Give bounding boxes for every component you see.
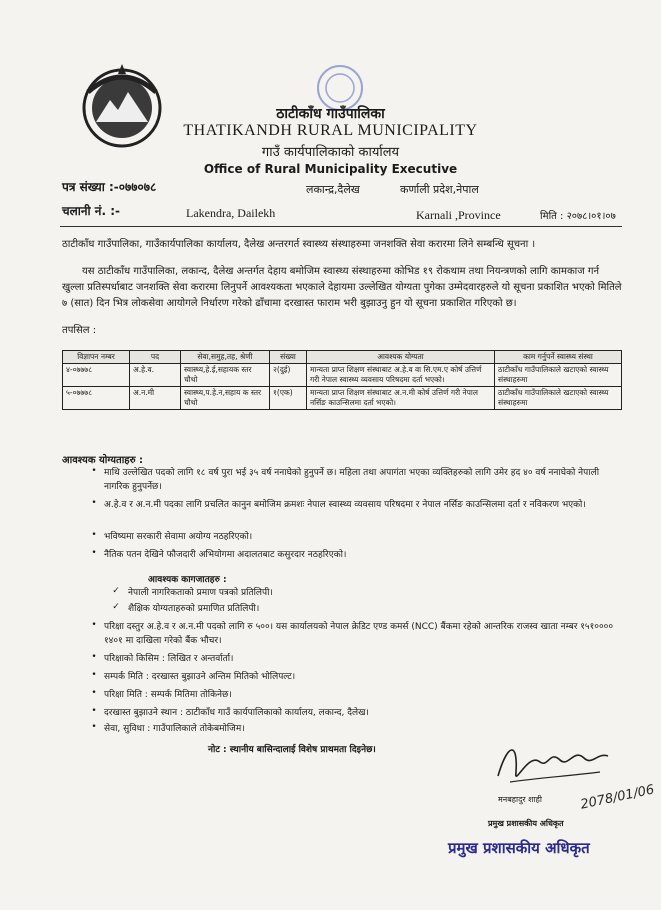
officer-name: मनबहादुर शाही bbox=[498, 795, 543, 804]
list-item: सेवा, सुविधा : गाउँपालिकाले तोकेबमोजिम। bbox=[104, 724, 245, 734]
municipality-name-nepali: ठाटीकाँध गाउँपालिका bbox=[276, 106, 385, 122]
table-cell: ५-०७७७८ bbox=[63, 387, 130, 410]
province-english: Karnali ,Province bbox=[416, 208, 501, 222]
details-label: तपसिल : bbox=[62, 325, 97, 336]
table-cell: ४-०७७७८ bbox=[63, 364, 130, 387]
table-header-row bbox=[63, 351, 622, 364]
list-item: शैक्षिक योग्यताहरुको प्रमाणित प्रतिलिपी। bbox=[128, 604, 260, 614]
bullet-icon: • bbox=[91, 466, 97, 476]
dispatch-number: चलानी नं. :- bbox=[62, 204, 120, 218]
address-nepali: लकान्द्र,दैलेख bbox=[306, 183, 360, 196]
list-item: माथि उल्लेखित पदको लागि १८ वर्ष पुरा भई ३५ वर्ष ननाघेको हुनुपर्ने छ। महिला तथा अपागंता भएका व्यक्तिहरुको लागि उमेर हद ४० वर्ष ननाघेको नेपाली नागरिक हुनुपर्नेछ। bbox=[104, 468, 600, 492]
table-cell: ठाटीकाँध गाउँपालिकाले खटाएको स्वास्थ्य संस्थाहरुमा bbox=[495, 364, 622, 387]
list-item: नेपाली नागरिकताको प्रमाण पत्रको प्रतिलिपी। bbox=[128, 588, 273, 598]
table-header-cell: पद bbox=[130, 351, 181, 364]
list-item: दरखास्त बुझाउने स्थान : ठाटीकाँध गाउँ कार्यपालिकाको कार्यालय, लकान्द, दैलेख। bbox=[104, 708, 369, 718]
bullet-icon: • bbox=[91, 670, 97, 680]
table-row bbox=[63, 387, 622, 410]
letter-date: मिति : २०७८।०१।०७ bbox=[540, 211, 616, 222]
table-cell: १(एक) bbox=[270, 387, 307, 410]
officer-stamp: प्रमुख प्रशासकीय अधिकृत bbox=[448, 839, 590, 857]
table-cell: स्वास्थ्य,प.हे.न,सहाय क स्तर चौथो bbox=[181, 387, 270, 410]
table-header-cell: संख्या bbox=[270, 351, 307, 364]
table-cell: अ.न.मी bbox=[130, 387, 181, 410]
notice-note: नोट : स्थानीय बासिन्दालाई विशेष प्राथमता दिइनेछ। bbox=[208, 745, 376, 755]
bullet-icon: • bbox=[91, 688, 97, 698]
list-item: अ.हे.व र अ.न.मी पदका लागि प्रचलित कानुन बमोजिम क्रमशः नेपाल स्वास्थ्य व्यवसाय परिषदमा र नेपाल नर्सिङ काउन्सिलमा दर्ता र नविकरण भएको। bbox=[104, 500, 586, 510]
documents-title: आवश्यक कागजातहरु : bbox=[148, 575, 227, 585]
bullet-icon: • bbox=[91, 548, 97, 558]
officer-title: प्रमुख प्रशासकीय अधिकृत bbox=[488, 819, 564, 828]
signature-icon bbox=[488, 732, 618, 796]
notice-intro: यस ठाटीकाँध गाउँपालिका, लकान्द, दैलेख अन्तर्गत देहाय बमोजिम स्वास्थ्य संस्थाहरुमा कोभिड १९ रोकथाम तथा नियन्त्रणको लागि कामकाज गर्न खुल्ला प्रतिस्पर्धाबाट जनशक्ति सेवा करारमा लिनुपर्ने आवश्यकता भएकाले देहायमा उल्लेखित योग्यता पुगेका उम्मेदवारहरुले यो सूचना प्रकाशित भएको मितिले ७ (सात) दिन भित्र लोकसेवा आयोगले निर्धारण गरेको ढाँचामा दरखास्त फाराम भरी बुझाउनु हुन यो सूचना प्रकाशित गरिएको छ। bbox=[62, 266, 622, 309]
table-cell: मान्यता प्राप्त शिक्षण संस्थाबाट अ.हे.व वा सि.एम.ए कोर्ष उत्तिर्ण गरी नेपाल स्वास्थ्य व्यवसाय परिषदमा दर्ता भएको। bbox=[307, 364, 495, 387]
list-item: सम्पर्क मिति : दरखास्त बुझाउने अन्तिम मितिको भोलिपल्ट। bbox=[104, 672, 296, 682]
table-cell: स्वास्थ्य,हे.ई,सहायक स्तर चौथो bbox=[181, 364, 270, 387]
bullet-icon: • bbox=[91, 530, 97, 540]
reference-number: पत्र संख्या :-०७७०७८ bbox=[62, 180, 157, 194]
office-name-english: Office of Rural Municipality Executive bbox=[203, 162, 458, 176]
header-divider bbox=[60, 226, 622, 227]
table-cell: मान्यता प्राप्त शिक्षण संस्थाबाट अ.न.मी कोर्ष उत्तिर्ण गरी नेपाल नर्सिङ काउन्सिलमा दर्ता भएको। bbox=[307, 387, 495, 410]
handwritten-date: 2078/01/06 bbox=[579, 782, 656, 813]
province-nepali: कर्णाली प्रदेश,नेपाल bbox=[400, 183, 479, 196]
notice-subject: ठाटीकाँध गाउँपालिका, गाउँकार्यपालिका कार्यालय, दैलेख अन्तरगर्त स्वास्थ्य संस्थाहरुमा जनशक्ति सेवा करारमा लिने सम्बन्धि सूचना । bbox=[62, 239, 536, 250]
table-cell: २(दुई) bbox=[270, 364, 307, 387]
vacancy-table bbox=[62, 350, 622, 410]
office-name-nepali: गाउँ कार्यपालिकाको कार्यालय bbox=[261, 145, 400, 160]
list-item: परिक्षा मिति : सम्पर्क मितिमा तोकिनेछ। bbox=[104, 690, 232, 700]
table-row bbox=[63, 364, 622, 387]
address-english: Lakendra, Dailekh bbox=[186, 206, 276, 220]
list-item: भविष्यमा सरकारी सेवामा अयोग्य नठहरिएको। bbox=[104, 532, 253, 542]
list-item: नैतिक पतन देखिने फौजदारी अभियोगमा अदालतबाट कसुरदार नठहरिएको। bbox=[104, 550, 347, 560]
table-header-cell: आवश्यक योग्यता bbox=[307, 351, 495, 364]
checkmark-icon: ✓ bbox=[112, 602, 120, 612]
bullet-icon: • bbox=[91, 652, 97, 662]
table-header-cell: सेवा,समुह,तह, श्रेणी bbox=[181, 351, 270, 364]
bullet-icon: • bbox=[91, 498, 97, 508]
table-cell: ठाटीकाँध गाउँपालिकाले खटाएको स्वास्थ्य संस्थाहरुमा bbox=[495, 387, 622, 410]
requirements-title: आवश्यक योग्यताहरु : bbox=[62, 455, 144, 466]
table-header-cell: काम गर्नुपर्ने स्वास्थ्य संस्था bbox=[495, 351, 622, 364]
list-item: परिक्षाको किसिम : लिखित र अन्तर्वार्ता। bbox=[104, 654, 234, 664]
municipality-name-english: THATIKANDH RURAL MUNICIPALITY bbox=[183, 122, 478, 139]
bullet-icon: • bbox=[91, 620, 97, 630]
bullet-icon: • bbox=[91, 722, 97, 732]
table-header-cell: विज्ञापन नम्बर bbox=[63, 351, 130, 364]
bullet-icon: • bbox=[91, 706, 97, 716]
checkmark-icon: ✓ bbox=[112, 586, 120, 596]
list-item: परिक्षा दस्तुर अ.हे.व र अ.न.मी पदको लागि रु ५००। यस कार्यालयको नेपाल क्रेडिट एण्ड कमर्स (NCC) बैंकमा रहेको आन्तरिक राजस्व खाता नम्बर १५१०००० १४०१ मा दाखिला गरेको बैंक भौचर। bbox=[104, 622, 614, 646]
table-cell: अ.हे.व. bbox=[130, 364, 181, 387]
